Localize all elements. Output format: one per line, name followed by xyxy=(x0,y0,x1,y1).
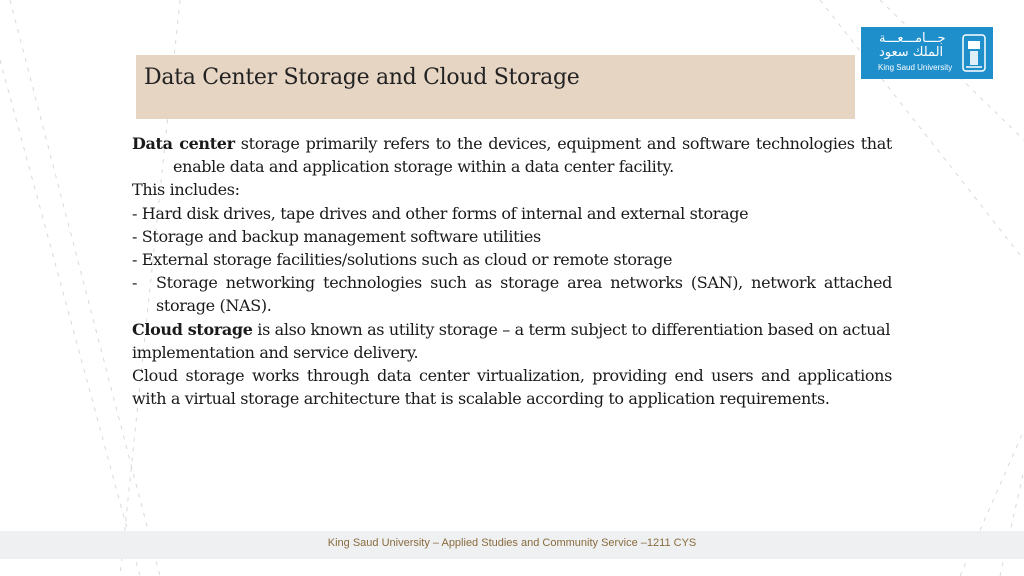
slide-title: Data Center Storage and Cloud Storage xyxy=(144,65,580,90)
ksu-emblem-icon xyxy=(961,33,987,73)
data-center-definition: storage primarily refers to the devices, equipment and software technologies that enable data and application storage within a data center facility. xyxy=(173,134,892,177)
footer-text: King Saud University – Applied Studies and Community Service –1211 CYS xyxy=(327,537,697,549)
university-logo xyxy=(861,27,993,79)
list-item-networking xyxy=(132,271,892,317)
cloud-storage-definition: is also known as utility storage – a term subject to differentiation based on actual implementation and service delivery. xyxy=(132,319,891,362)
list-item-text: Storage networking technologies such as storage area networks (SAN), network attached storage (NAS). xyxy=(156,273,892,316)
includes-label: This includes: xyxy=(132,180,240,200)
cloud-storage-paragraph xyxy=(132,318,892,364)
logo-english-name: King Saud University xyxy=(878,63,953,72)
cloud-virtualization-paragraph: Cloud storage works through data center virtualization, providing end users and applications with a virtual storage architecture that is scalable according to application requirements. xyxy=(132,366,892,409)
footer-band xyxy=(0,531,1024,559)
list-dash: - xyxy=(132,273,138,293)
data-center-term: Data center xyxy=(132,134,235,153)
list-item: - External storage facilities/solutions such as cloud or remote storage xyxy=(132,250,673,270)
slide-body xyxy=(132,132,892,410)
cloud-storage-term: Cloud storage xyxy=(132,319,253,339)
slide-title-box xyxy=(136,55,855,119)
data-center-paragraph xyxy=(132,132,892,178)
list-item: - Storage and backup management software utilities xyxy=(132,226,541,246)
logo-arabic-line1: جـــامـــعـــة xyxy=(879,31,946,46)
list-item: - Hard disk drives, tape drives and other forms of internal and external storage xyxy=(132,203,749,223)
logo-arabic-line2: الملك سعود xyxy=(879,45,944,60)
